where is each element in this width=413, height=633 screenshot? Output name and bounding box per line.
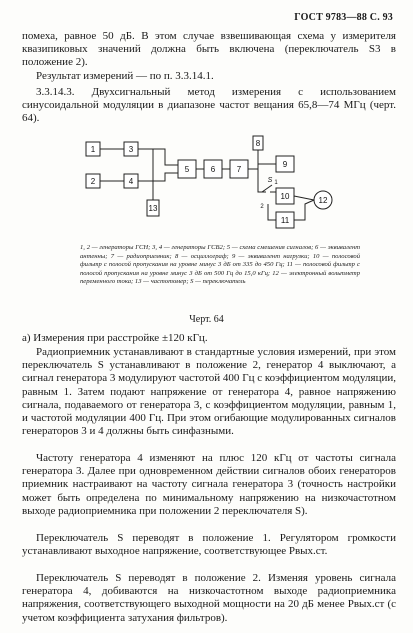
page-header: ГОСТ 9783—88 С. 93 <box>294 12 393 23</box>
block-12-label: 12 <box>318 196 328 205</box>
block-9-label: 9 <box>282 160 288 169</box>
paragraph-6: Частоту генератора 4 изменяют на плюс 120 кГц от частоты сигнала генератора 3. Далее при одновременном действии сигналов обоих генераторов приемник настраивают на частоту сигнала генератора 3 (точность настройки может быть определена по минимальному напряжению на низкочастотном выходе радиоприемника при положении 2 переключателя S). <box>22 452 396 517</box>
paragraph-5: Радиоприемник устанавливают в стандартные условия измерений, при этом переключатель S устанавливают в положение 2, генератор 4 выключают, а сигнал генератора 3 модулируют частотой 400 Гц с коэффициентом модуляции, равным 1. Затем подают напряжение от генератора 4, равное напряжению сигнала, подаваемого от генератора 3, с коэффициентом модуляции, равным 1, и частотой модуляции 400 Гц. При этом огибающие модулированных сигналов генераторов 3 и 4 должны быть синфазными. <box>22 346 396 438</box>
paragraph-1: помеха, равное 50 дБ. В этом случае взвешивающая схема у измерителя квазипиковых значений должна быть включена (переключатель S3 в положение 2). <box>22 30 396 69</box>
figure-label: Черт. 64 <box>189 314 224 325</box>
block-13-label: 13 <box>148 204 158 213</box>
block-4-label: 4 <box>128 177 134 186</box>
block-7-label: 7 <box>236 165 242 174</box>
block-5-label: 5 <box>184 165 190 174</box>
block-6-label: 6 <box>210 165 216 174</box>
block-11-label: 11 <box>280 216 290 225</box>
block-1-label: 1 <box>90 145 96 154</box>
paragraph-8: Переключатель S переводят в положение 2. Изменяя уровень сигнала генератора 4, добиваются на низкочастотном выходе радиоприемника напряжения, соответствующего выходной мощности на 20 дБ менее Pвых.ст (с учетом коэффициента затухания фильтров). <box>22 572 396 624</box>
switch-pos-2: 2 <box>260 204 264 210</box>
block-diagram <box>0 130 413 240</box>
block-3-label: 3 <box>128 145 134 154</box>
paragraph-3: 3.3.14.3. Двухсигнальный метод измерения с использованием синусоидальной модуляции в диапазоне частот вещания 65,8—74 МГц (черт. 64). <box>22 86 396 125</box>
figure-caption: 1, 2 — генераторы ГСН; 3, 4 — генераторы ГСВ2; 5 — схема смешения сигналов; 6 — эквивалент антенны; 7 — радиоприемник; 8 — осциллограф; 9 — эквивалент нагрузки; 10 — полосовой фильтр с полосой пропускания на уровне минус 3 дБ от 335 до 450 Гц; 11 — полосовой фильтр с полосой пропускания на уровне минус 3 дБ от 500 Гц до 15,0 кГц; 12 — электронный вольтметр переменного тока; 13 — частотомер; S — переключатель <box>80 244 360 286</box>
block-2-label: 2 <box>90 177 96 186</box>
switch-label: S <box>267 177 273 184</box>
block-10-label: 10 <box>280 192 290 201</box>
paragraph-7: Переключатель S переводят в положение 1. Регулятором громкости устанавливают выходное напряжение, соответствующее Pвых.ст. <box>22 532 396 558</box>
paragraph-4: а) Измерения при расстройке ±120 кГц. <box>22 332 208 344</box>
switch-pos-1: 1 <box>274 180 278 186</box>
paragraph-2: Результат измерений — по п. 3.3.14.1. <box>36 70 214 82</box>
block-8-label: 8 <box>255 139 261 148</box>
